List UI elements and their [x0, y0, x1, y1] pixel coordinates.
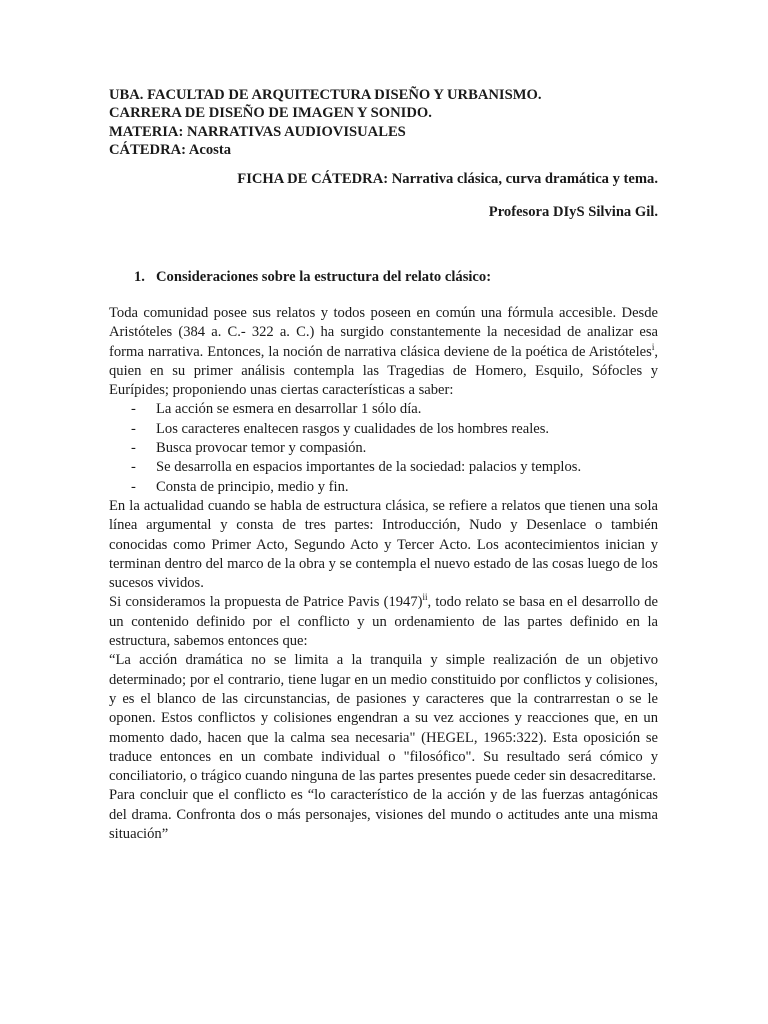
- section-number: 1.: [134, 269, 145, 285]
- characteristics-list: [109, 400, 658, 496]
- document-header: [109, 86, 669, 160]
- list-dash: -: [131, 440, 136, 457]
- list-dash: -: [131, 459, 136, 476]
- pavis-text-2: , todo relato se basa en el desarrollo de un contenido definido por el conflicto y un ordenamiento de las partes definido en la estructura, sabemos entonces que:: [109, 594, 659, 650]
- list-item-text: Consta de principio, medio y fin.: [156, 478, 349, 495]
- conclusion-paragraph: Para concluir que el conflicto es “lo característico de la acción y de las fuerzas antagónicas del drama. Confronta dos o más personajes, visiones del mundo o actitudes ante una misma situación”: [109, 787, 658, 843]
- pavis-paragraph: [109, 593, 658, 651]
- header-university: UBA. FACULTAD DE ARQUITECTURA DISEÑO Y URBANISMO.: [109, 87, 542, 103]
- list-dash: -: [131, 420, 136, 437]
- document-title: FICHA DE CÁTEDRA: Narrativa clásica, curva dramática y tema.: [237, 171, 658, 187]
- professor-name: Profesora DIyS Silvina Gil.: [488, 204, 658, 220]
- section-title: Consideraciones sobre la estructura del relato clásico:: [156, 269, 492, 285]
- list-item-text: Se desarrolla en espacios importantes de la sociedad: palacios y templos.: [156, 459, 582, 476]
- list-item: [109, 458, 658, 477]
- header-career: CARRERA DE DISEÑO DE IMAGEN Y SONIDO.: [109, 105, 432, 122]
- list-item: [109, 420, 658, 439]
- list-item-text: Los caracteres enaltecen rasgos y cualidades de los hombres reales.: [156, 420, 550, 437]
- section-heading: [134, 269, 491, 286]
- document-body: [109, 304, 658, 844]
- list-item-text: La acción se esmera en desarrollar 1 sólo día.: [156, 401, 422, 418]
- footnote-ref-ii[interactable]: ii: [422, 592, 428, 603]
- footnote-ref-i[interactable]: i: [651, 341, 655, 352]
- hegel-quote: “La acción dramática no se limita a la tranquila y simple realización de un objetivo determinado; por el contrario, tiene lugar en un medio constituido por conflictos y colisiones, y es el blanco de las circunstancias, de pasiones y caracteres que la contrarrestan o se le oponen. Estos conflictos y colisiones engendran a su vez acciones y reacciones que, en un momento dado, hacen que la calma sea necesaria" (HEGEL, 1965:322). Esta oposición se traduce entonces en un combate individual o "filosófico". Su resultado será cómico y conciliatorio, o trágico cuando ninguna de las partes presentes puede ceder sin desacreditarse.: [109, 652, 658, 785]
- list-dash: -: [131, 401, 136, 418]
- list-item: [109, 400, 658, 419]
- intro-paragraph: [109, 304, 658, 400]
- list-dash: -: [131, 478, 136, 495]
- header-subject: MATERIA: NARRATIVAS AUDIOVISUALES: [109, 123, 406, 140]
- list-item: [109, 439, 658, 458]
- list-item-text: Busca provocar temor y compasión.: [156, 440, 367, 457]
- structure-paragraph: En la actualidad cuando se habla de estructura clásica, se refiere a relatos que tienen una sola línea argumental y consta de tres partes: Introducción, Nudo y Desenlace o también conocidas como Primer Acto, Segundo Acto y Tercer Acto. Los acontecimientos inician y terminan dentro del marco de la obra y se contempla el nuevo estado de las cosas luego de los sucesos vividos.: [109, 497, 658, 592]
- list-item: [109, 478, 658, 497]
- intro-text-2: , quien en su primer análisis contempla las Tragedias de Homero, Esquilo, Sófocles y Eurípides; proponiendo unas ciertas características a saber:: [109, 343, 658, 399]
- pavis-text-1: Si consideramos la propuesta de Patrice Pavis (1947): [109, 594, 423, 611]
- header-chair: CÁTEDRA: Acosta: [109, 142, 232, 159]
- intro-text-1: Toda comunidad posee sus relatos y todos poseen en común una fórmula accesible. Desde Aristóteles (384 a. C.- 322 a. C.) ha surgido constantemente la necesidad de analizar esa forma narrativa. Entonces, la noción de narrativa clásica deviene de la poética de Aristóteles: [109, 305, 658, 360]
